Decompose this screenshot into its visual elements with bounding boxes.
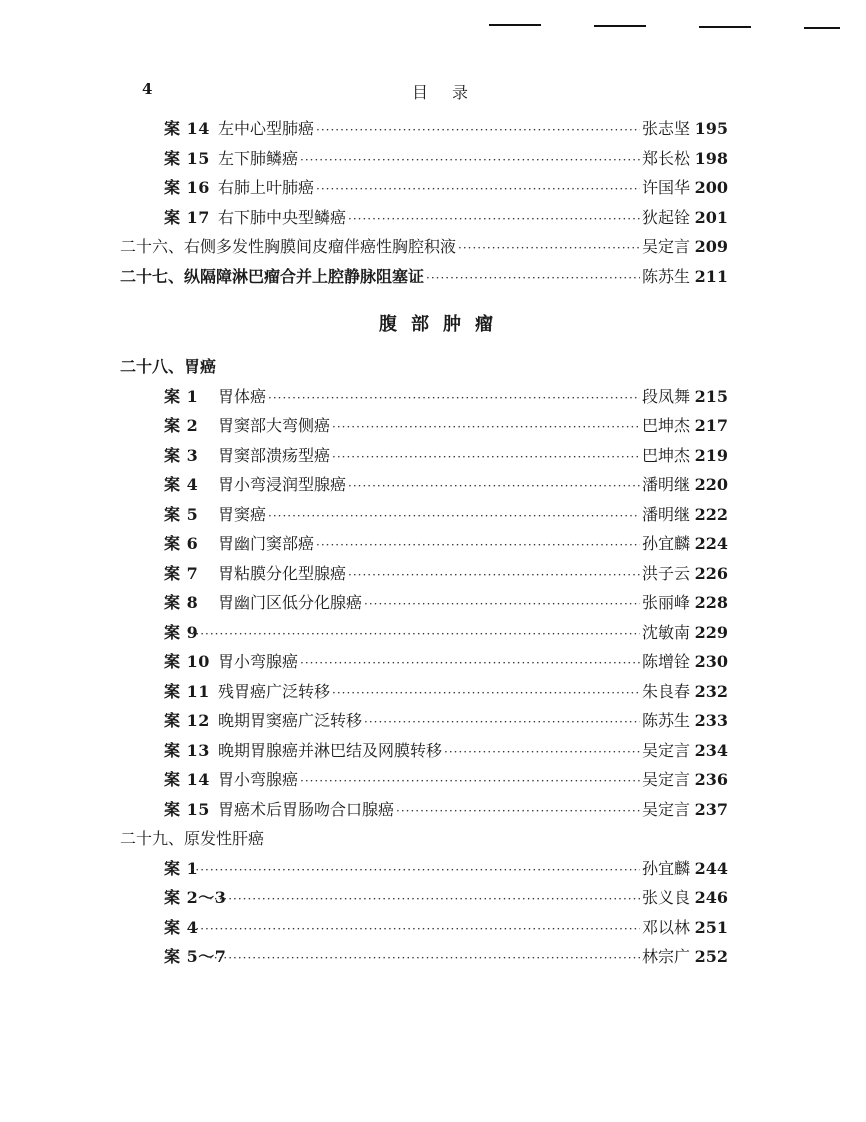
entry-title: 左中心型肺癌 [218, 119, 315, 138]
case-number: 案 14 [164, 119, 210, 138]
dot-leader [458, 232, 640, 264]
case-number: 案 1 [164, 858, 199, 878]
dot-leader [316, 173, 640, 205]
entry-author: 孙宜麟 [641, 858, 690, 878]
case-number: 案 11 [164, 681, 210, 701]
dot-leader [396, 795, 640, 827]
entry-page: 237 [694, 799, 728, 819]
entry-page: 252 [694, 947, 728, 966]
toc-entry[interactable] [120, 942, 728, 972]
toc-entry[interactable] [120, 470, 728, 500]
toc-chapter-entry[interactable] [120, 232, 728, 262]
entry-author: 吴定言 [641, 740, 690, 760]
entry-page: 195 [694, 119, 728, 138]
top-rule-2 [594, 25, 646, 27]
case-number: 案 4 [164, 475, 199, 494]
entry-author: 张志坚 [641, 119, 690, 138]
top-rule-1 [489, 24, 541, 26]
entry-page: 233 [694, 711, 728, 730]
toc-chapter-entry[interactable] [120, 262, 728, 292]
entry-author: 陈苏生 [641, 266, 690, 286]
entry-page: 224 [694, 534, 728, 553]
top-rule-4 [804, 27, 840, 29]
dot-leader [191, 854, 640, 886]
case-number: 案 2～3 [164, 888, 227, 907]
dot-leader [268, 500, 640, 532]
entry-page: 220 [694, 475, 728, 494]
toc-top-block [120, 114, 728, 291]
entry-author: 吴定言 [641, 770, 690, 789]
entry-title: 胃小弯浸润型腺癌 [218, 475, 347, 494]
entry-title: 胃癌术后胃肠吻合口腺癌 [218, 799, 395, 819]
toc-entry[interactable] [120, 500, 728, 530]
toc-entry[interactable] [120, 854, 728, 884]
entry-page: 230 [694, 652, 728, 671]
case-number: 案 13 [164, 740, 210, 760]
entry-author: 林宗广 [641, 947, 690, 966]
entry-title: 胃小弯腺癌 [218, 770, 299, 789]
entry-title: 左下肺鳞癌 [218, 148, 299, 168]
toc-chapter-28 [120, 352, 728, 972]
dot-leader [426, 262, 640, 294]
chapter-heading[interactable]: 二十八、胃癌 [120, 357, 217, 376]
entry-author: 沈敏南 [641, 622, 690, 642]
toc-entry[interactable] [120, 588, 728, 618]
case-number: 案 5 [164, 504, 199, 524]
entry-author: 张丽峰 [641, 593, 690, 612]
dot-leader [348, 559, 640, 591]
toc-entry[interactable] [120, 736, 728, 766]
entry-title: 胃幽门区低分化腺癌 [218, 593, 363, 612]
entry-title: 晚期胃腺癌并淋巴结及网膜转移 [218, 740, 443, 760]
toc-entry[interactable] [120, 647, 728, 677]
entry-author: 朱良春 [641, 681, 690, 701]
toc-entry[interactable] [120, 203, 728, 233]
toc-entry[interactable] [120, 441, 728, 471]
case-number: 案 5～7 [164, 947, 227, 966]
entry-page: 236 [694, 770, 728, 789]
entry-title: 胃窦部溃疡型癌 [218, 445, 331, 465]
chapter-title: 二十七、纵隔障淋巴瘤合并上腔静脉阻塞证 [120, 266, 425, 286]
dot-leader [268, 382, 640, 414]
dot-leader [444, 736, 640, 768]
entry-page: 215 [694, 386, 728, 406]
entry-page: 222 [694, 504, 728, 524]
entry-author: 郑长松 [641, 148, 690, 168]
dot-leader [348, 203, 640, 235]
toc-entry[interactable] [120, 411, 728, 441]
toc-entry[interactable] [120, 144, 728, 174]
entry-author: 洪子云 [641, 563, 690, 583]
toc-entry[interactable] [120, 618, 728, 648]
toc-entry[interactable] [120, 795, 728, 825]
entry-page: 244 [694, 858, 728, 878]
chapter-title: 二十六、右侧多发性胸膜间皮瘤伴癌性胸腔积液 [120, 237, 457, 256]
entry-page: 234 [694, 740, 728, 760]
case-number: 案 14 [164, 770, 210, 789]
case-number: 案 4 [164, 917, 199, 937]
case-number: 案 6 [164, 534, 199, 553]
entry-author: 张义良 [641, 888, 690, 907]
case-number: 案 2 [164, 416, 199, 435]
entry-page: 229 [694, 622, 728, 642]
toc-entry[interactable] [120, 173, 728, 203]
entry-title: 晚期胃窦癌广泛转移 [218, 711, 363, 730]
entry-author: 孙宜麟 [641, 534, 690, 553]
dot-leader [332, 677, 640, 709]
entry-page: 211 [694, 266, 728, 286]
dot-leader [364, 706, 640, 738]
entry-author: 巴坤杰 [641, 445, 690, 465]
toc-entry[interactable] [120, 559, 728, 589]
case-number: 案 16 [164, 178, 210, 197]
page-header [140, 80, 740, 102]
case-number: 案 15 [164, 148, 210, 168]
entry-page: 232 [694, 681, 728, 701]
toc-entry[interactable] [120, 706, 728, 736]
entry-page: 217 [694, 416, 728, 435]
case-number: 案 3 [164, 445, 199, 465]
dot-leader [348, 470, 640, 502]
entry-author: 潘明继 [641, 504, 690, 524]
dot-leader [332, 441, 640, 473]
entry-title: 胃体癌 [218, 386, 267, 406]
toc-entry[interactable] [120, 114, 728, 144]
entry-title: 胃小弯腺癌 [218, 652, 299, 671]
entry-author: 吴定言 [641, 799, 690, 819]
toc-entry[interactable] [120, 529, 728, 559]
chapter-heading[interactable]: 二十九、原发性肝癌 [120, 829, 265, 848]
entry-page: 219 [694, 445, 728, 465]
entry-author: 吴定言 [641, 237, 690, 256]
case-number: 案 1 [164, 386, 199, 406]
dot-leader [300, 647, 640, 679]
entry-page: 226 [694, 563, 728, 583]
toc-entry[interactable] [120, 913, 728, 943]
entry-author: 潘明继 [641, 475, 690, 494]
running-title: 目录 [411, 83, 492, 102]
dot-leader [191, 913, 640, 945]
entry-page: 251 [694, 917, 728, 937]
entry-author: 陈增铨 [641, 652, 690, 671]
entry-page: 246 [694, 888, 728, 907]
case-number: 案 10 [164, 652, 210, 671]
entry-page: 228 [694, 593, 728, 612]
dot-leader [332, 411, 640, 443]
entry-author: 邓以林 [641, 917, 690, 937]
top-rule-3 [699, 26, 751, 28]
entry-author: 狄起铨 [641, 207, 690, 227]
dot-leader [364, 588, 640, 620]
entry-page: 198 [694, 148, 728, 168]
case-number: 案 17 [164, 207, 210, 227]
entry-title: 右下肺中央型鳞癌 [218, 207, 347, 227]
dot-leader [209, 942, 640, 974]
entry-author: 段凤舞 [641, 386, 690, 406]
entry-title: 胃粘膜分化型腺癌 [218, 563, 347, 583]
section-title: 腹部肿瘤 [379, 314, 507, 335]
case-number: 案 8 [164, 593, 199, 612]
toc-entry[interactable] [120, 883, 728, 913]
entry-page: 201 [694, 207, 728, 227]
dot-leader [316, 114, 640, 146]
case-number: 案 15 [164, 799, 210, 819]
dot-leader [191, 618, 640, 650]
entry-title: 残胃癌广泛转移 [218, 681, 331, 701]
page-number: 4 [142, 80, 153, 98]
entry-title: 胃窦癌 [218, 504, 267, 524]
entry-title: 胃幽门窦部癌 [218, 534, 315, 553]
dot-leader [300, 765, 640, 797]
toc-entry[interactable] [120, 765, 728, 795]
dot-leader [300, 144, 640, 176]
entry-title: 右肺上叶肺癌 [218, 178, 315, 197]
entry-page: 200 [694, 178, 728, 197]
dot-leader [316, 529, 640, 561]
dot-leader [209, 883, 640, 915]
case-number: 案 12 [164, 711, 210, 730]
toc-entry[interactable] [120, 677, 728, 707]
entry-title: 胃窦部大弯侧癌 [218, 416, 331, 435]
entry-author: 许国华 [641, 178, 690, 197]
entry-page: 209 [694, 237, 728, 256]
toc-entry[interactable] [120, 382, 728, 412]
case-number: 案 9 [164, 622, 199, 642]
case-number: 案 7 [164, 563, 199, 583]
entry-author: 陈苏生 [641, 711, 690, 730]
entry-author: 巴坤杰 [641, 416, 690, 435]
